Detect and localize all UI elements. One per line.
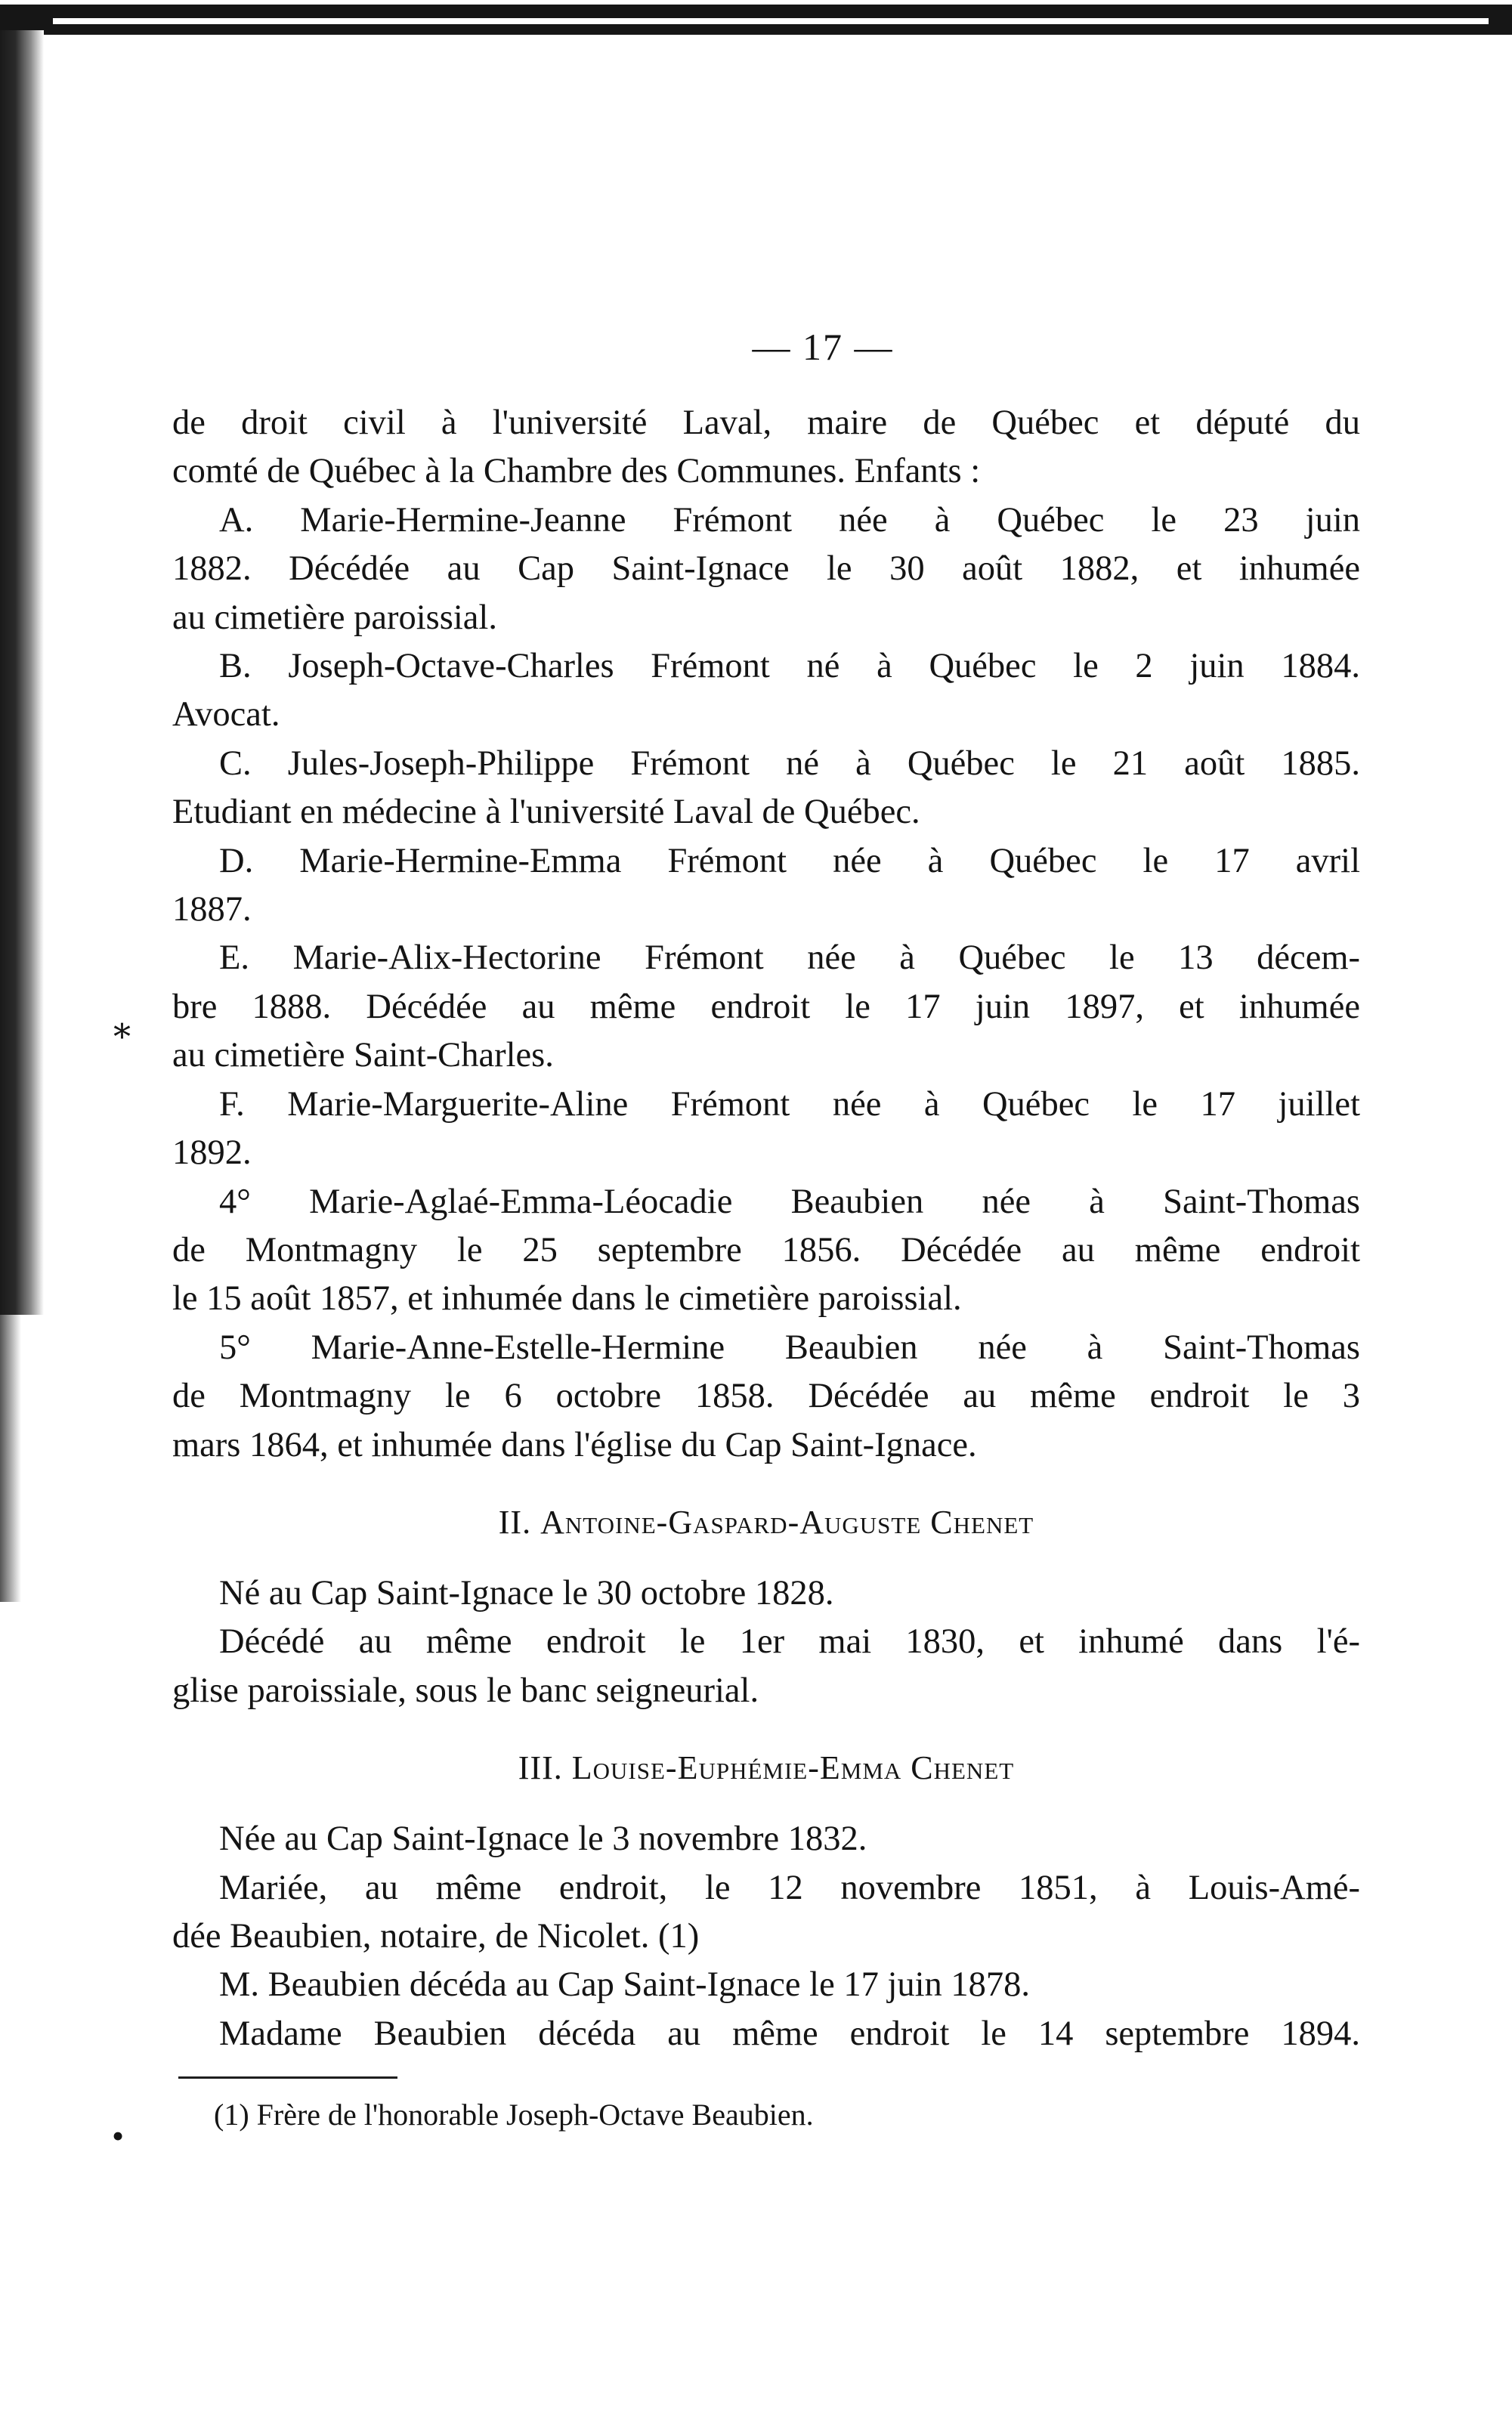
page-top-edge [0,5,1512,35]
text-line: C. Jules-Joseph-Philippe Frémont né à Québec le 21 août 1885. [219,744,1360,783]
page-number: — 17 — [752,326,894,368]
section-heading [172,1500,1360,1545]
text-line: A. Marie-Hermine-Jeanne Frémont née à Québec le 23 juin [219,500,1360,540]
text-line: au cimetière paroissial. [172,598,497,637]
text-line: comté de Québec à la Chambre des Communes. Enfants : [172,452,981,491]
text-line: Avocat. [172,695,280,734]
section-ii-body [172,1569,1360,1715]
footnote-rule [178,2076,397,2079]
text-line: Etudiant en médecine à l'université Laval de Québec. [172,793,920,832]
text-line: au cimetière Saint-Charles. [172,1036,554,1075]
page-body [172,325,1360,2136]
text-line: B. Joseph-Octave-Charles Frémont né à Québec le 2 juin 1884. [219,647,1360,686]
paragraph-child-b [172,642,1360,740]
section-name: Antoine-Gaspard-Auguste Chenet [540,1503,1034,1541]
text-line: mars 1864, et inhumée dans l'église du Cap Saint-Ignace. [172,1425,977,1464]
text-line: Mariée, au même endroit, le 12 novembre 1851, à Louis-Amé- [219,1868,1360,1907]
margin-dot: • [112,2117,125,2155]
text-line: D. Marie-Hermine-Emma Frémont née à Québec le 17 avril [219,841,1360,880]
text-line: glise paroissiale, sous le banc seigneurial. [172,1671,759,1710]
section-iii-body [172,1815,1360,2058]
paragraph-child-c [172,740,1360,837]
text-line: bre 1888. Décédée au même endroit le 17 juin 1897, et inhumée [172,987,1360,1026]
text-line: dée Beaubien, notaire, de Nicolet. (1) [172,1916,700,1956]
paragraph-continuation [172,399,1360,496]
footnote: (1) Frère de l'honorable Joseph-Octave Beaubien. [214,2098,814,2132]
text-line: le 15 août 1857, et inhumée dans le cimetière paroissial. [172,1279,962,1319]
text-line: 1892. [172,1133,252,1173]
margin-mark: ⁎ [113,1006,131,1045]
section-heading [172,1745,1360,1791]
paragraph-child-d [172,837,1360,935]
text-line: Née au Cap Saint-Ignace le 3 novembre 1832. [219,1820,867,1859]
text-line: Né au Cap Saint-Ignace le 30 octobre 1828. [219,1573,834,1613]
text-line: 1882. Décédée au Cap Saint-Ignace le 30 août 1882, et inhumée [172,549,1360,589]
text-line: M. Beaubien décéda au Cap Saint-Ignace le 17 juin 1878. [219,1965,1031,2005]
section-numeral: II. [498,1503,532,1541]
text-line: Décédé au même endroit le 1er mai 1830, et inhumé dans l'é- [219,1622,1360,1662]
text-line: E. Marie-Alix-Hectorine Frémont née à Québec le 13 décem- [219,938,1360,978]
paragraph-child-f [172,1081,1360,1178]
text-line: 1887. [172,890,252,929]
page-left-edge-shadow-lower [0,1315,21,1602]
text-line: 5° Marie-Anne-Estelle-Hermine Beaubien née à Saint-Thomas [219,1328,1360,1367]
paragraph-child-a [172,496,1360,642]
section-numeral: III. [518,1749,563,1787]
paragraph-child-e [172,934,1360,1080]
text-line: F. Marie-Marguerite-Aline Frémont née à Québec le 17 juillet [219,1084,1360,1124]
text-line: de Montmagny le 6 octobre 1858. Décédée au même endroit le 3 [172,1377,1360,1416]
text-line: 4° Marie-Aglaé-Emma-Léocadie Beaubien née à Saint-Thomas [219,1182,1360,1221]
paragraph-fourth [172,1178,1360,1324]
section-name: Louise-Euphémie-Emma Chenet [571,1749,1015,1787]
paragraph-fifth [172,1324,1360,1470]
page-left-edge-shadow [0,30,44,1315]
text-line: Madame Beaubien décéda au même endroit le 14 septembre 1894. [219,2014,1360,2053]
text-line: de droit civil à l'université Laval, maire de Québec et député du [172,404,1360,442]
text-line: de Montmagny le 25 septembre 1856. Décédée au même endroit [172,1230,1360,1269]
